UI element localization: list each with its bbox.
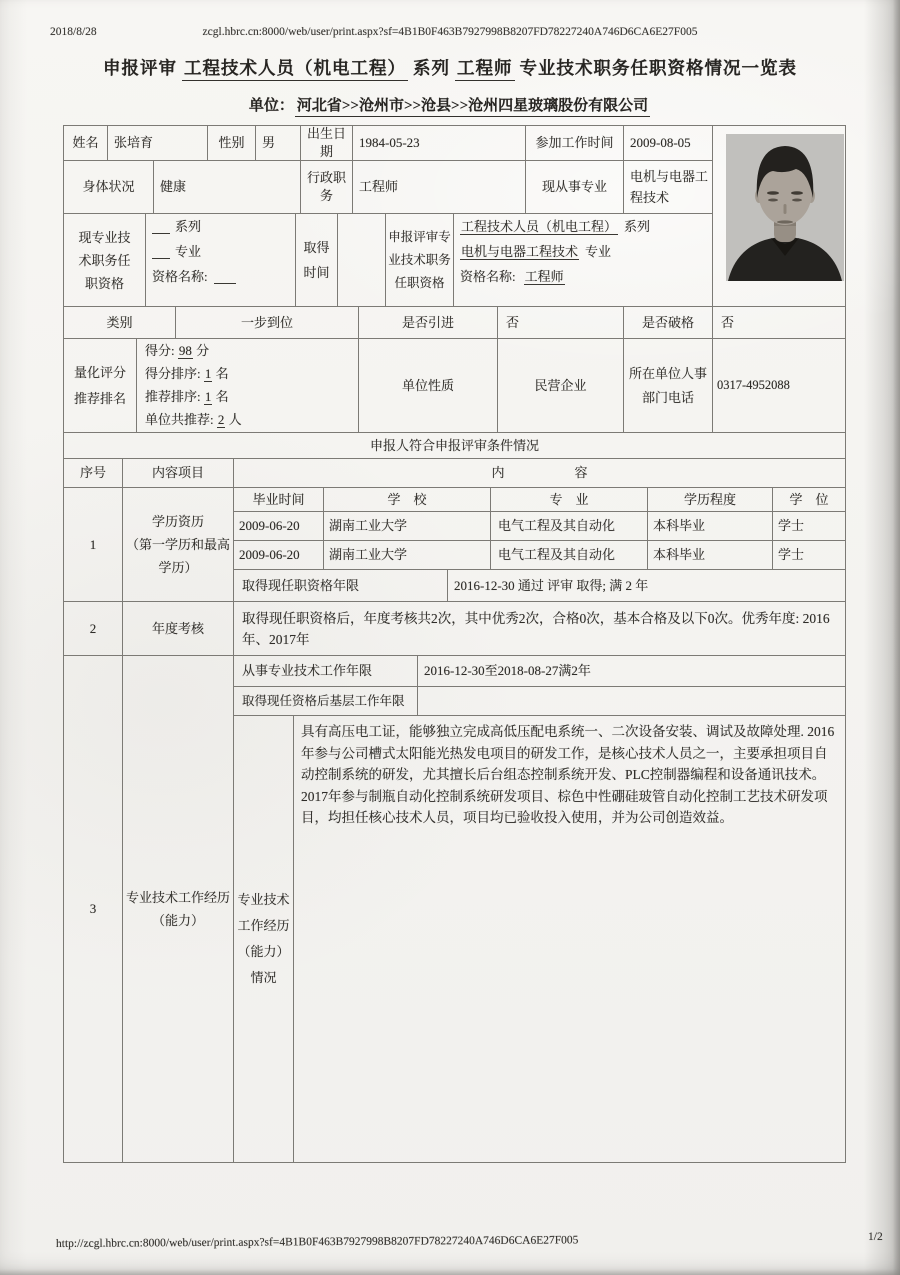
edu-grad-date: 2009-06-20 [239, 518, 300, 534]
gender-value: 男 [262, 135, 276, 151]
section2-no: 2 [89, 620, 97, 636]
score-suffix: 名 [215, 389, 229, 404]
score-label-line2: 推荐排名 [73, 390, 126, 406]
apply-qual-label-cell [386, 214, 454, 307]
section2-no-cell [64, 602, 123, 656]
edu-header-level-cell [648, 488, 773, 512]
gender-value-cell [256, 126, 301, 161]
score-prefix: 得分: [145, 343, 175, 358]
section3-item-line1: 专业技术工作经历 [125, 890, 230, 905]
edu-degree: 学士 [778, 547, 805, 563]
edu-major: 电气工程及其自动化 [498, 547, 616, 563]
current-qual-label-line3: 职资格 [84, 275, 124, 291]
edu-row-cell [324, 512, 491, 541]
profession-value-cell [624, 161, 713, 214]
category-value-cell [176, 307, 359, 339]
work-years-value-cell [418, 656, 846, 687]
photo-cell [713, 126, 846, 307]
current-qual-series-suffix: 系列 [175, 219, 202, 234]
title-series-underlined: 工程技术人员（机电工程） [182, 58, 408, 81]
apply-qual-content-cell [454, 214, 713, 307]
edu-level: 本科毕业 [653, 518, 706, 534]
work-experience-text: 具有高压电工证，能够独立完成高低压配电系统一、二次设备安装、调试及故障处理. 2016年参与公司槽式太阳能光热发电项目的研发工作，是核心技术人员之一，主要承担项目自动控制系统的研发，尤其擅长后台组态控制系统开发、PLC控制器编程和设备通讯技术。 2017年参与制瓶自动化控制系统研发项目、棕色中性硼硅玻管自动化控制工艺技术研发项目，均担任核心技术人员，项目均已验收投入使用，并为公司创造效益。 [301, 724, 835, 825]
section3-no: 3 [89, 901, 97, 917]
score-label-line1: 量化评分 [73, 364, 126, 380]
conditions-table [63, 432, 846, 1163]
edu-level: 本科毕业 [653, 547, 706, 563]
join-label-cell [526, 126, 624, 161]
qual-year-label-cell [234, 570, 448, 602]
edu-row-cell [773, 512, 846, 541]
apply-qual-label-line3: 任职资格 [394, 275, 445, 290]
hr-phone-label-line2: 部门电话 [641, 389, 694, 405]
apply-qual-series-suffix: 系列 [624, 219, 651, 234]
edu-row-cell [491, 541, 648, 570]
section1-no: 1 [89, 536, 97, 552]
title-series-suffix: 系列 [413, 58, 450, 78]
import-label-cell [359, 307, 498, 339]
birth-label: 出生日期 [306, 126, 346, 159]
hr-phone-label-line1: 所在单位人事 [628, 365, 707, 381]
admin-value-cell [353, 161, 526, 214]
section1-item-cell [123, 488, 234, 602]
work-years-label-cell [234, 656, 418, 687]
unit-nature-label-cell [359, 339, 498, 433]
qual-year-label: 取得现任职资格年限 [242, 577, 360, 593]
edu-header-school-cell [324, 488, 491, 512]
edu-row-cell [234, 512, 324, 541]
col-no-header: 序号 [79, 465, 106, 481]
import-value: 否 [506, 314, 520, 330]
score-label-cell [64, 339, 137, 433]
unit-line [0, 94, 900, 115]
edu-row-cell [648, 512, 773, 541]
name-value-cell [108, 126, 208, 161]
current-qual-label-line2: 术职务任 [78, 252, 131, 268]
unit-nature-value-cell [498, 339, 624, 433]
edu-header-major: 专 业 [549, 491, 589, 507]
footer-url: http://zcgl.hbrc.cn:8000/web/user/print.aspx?sf=4B1B0F463B7927998B8207FD78227240A746D6CA6E27F005 [55, 1234, 579, 1250]
birth-value: 1984-05-23 [359, 135, 420, 151]
score-line [145, 339, 209, 362]
acquire-time-line2: 时间 [303, 265, 330, 280]
current-qual-name-line [152, 264, 236, 289]
grassroots-label-cell [234, 687, 418, 716]
section3-no-cell [64, 656, 123, 1163]
detail-label-line3: （能力） [237, 944, 290, 959]
hr-phone-label-cell [624, 339, 713, 433]
admin-value: 工程师 [359, 179, 399, 195]
unit-nature-label: 单位性质 [401, 377, 454, 393]
birth-value-cell [353, 126, 526, 161]
current-qual-name-label: 资格名称: [152, 269, 208, 284]
title-prefix: 申报评审 [103, 58, 177, 78]
score-prefix: 单位共推荐: [145, 412, 214, 427]
score-line [145, 385, 229, 408]
section1-no-cell [64, 488, 123, 602]
col-content-header-char1: 内 [491, 465, 505, 481]
edu-header-major-cell [491, 488, 648, 512]
section1-item-line3: 学历） [158, 560, 198, 575]
score-value: 1 [204, 366, 212, 381]
qual-year-value: 2016-12-30 通过 评审 取得; 满 2 年 [454, 577, 649, 593]
col-content-header-char2: 容 [574, 465, 588, 481]
detail-label-line4: 情况 [250, 970, 277, 985]
score-content-cell [137, 339, 359, 433]
name-value: 张培育 [114, 135, 154, 151]
annual-review-text: 取得现任职资格后，年度考核共2次，其中优秀2次，合格0次，基本合格及以下0次。优秀年度: 2016年、2017年 [242, 611, 830, 647]
score-suffix: 名 [215, 366, 229, 381]
profession-label: 现从事专业 [541, 179, 607, 195]
unit-label: 单位： [248, 98, 294, 114]
category-label-cell [64, 307, 176, 339]
edu-major: 电气工程及其自动化 [498, 518, 616, 534]
edu-row-cell [491, 512, 648, 541]
apply-qual-label-line2: 业技术职务 [388, 252, 451, 267]
score-value: 98 [178, 343, 192, 358]
profession-value: 电机与电器工程技术 [630, 168, 709, 205]
apply-qual-series-line [460, 214, 650, 239]
edu-header-grad-date: 毕业时间 [252, 491, 305, 507]
join-value-cell [624, 126, 713, 161]
conditions-banner: 申报人符合申报评审条件情况 [369, 437, 539, 453]
exception-value-cell [713, 307, 846, 339]
join-value: 2009-08-05 [630, 135, 691, 151]
edu-row-cell [773, 541, 846, 570]
health-label-cell [64, 161, 154, 214]
category-label: 类别 [106, 314, 133, 330]
apply-qual-series: 工程技术人员（机电工程） [461, 219, 618, 234]
acquire-time-label-cell [296, 214, 338, 307]
join-label: 参加工作时间 [535, 135, 614, 151]
admin-label-cell [301, 161, 353, 214]
col-no-header-cell [64, 459, 123, 488]
col-content-header-cell [234, 459, 846, 488]
blank-underline [152, 245, 170, 259]
edu-header-level: 学历程度 [683, 491, 736, 507]
exception-label: 是否破格 [641, 314, 694, 330]
edu-header-school: 学 校 [387, 491, 427, 507]
hr-phone-value: 0317-4952088 [717, 378, 790, 393]
apply-qual-name: 工程师 [524, 269, 564, 284]
name-label: 姓名 [72, 135, 99, 151]
score-line [145, 408, 242, 431]
print-date: 2018/8/28 [50, 26, 97, 38]
section1-item-line2: （第一学历和最高 [125, 537, 230, 552]
grassroots-value-cell [418, 687, 846, 716]
edu-school: 湖南工业大学 [329, 518, 408, 534]
edu-header-grad-date-cell [234, 488, 324, 512]
print-header-url: zcgl.hbrc.cn:8000/web/user/print.aspx?sf=4B1B0F463B7927998B8207FD78227240A746D6CA6E27F005 [202, 26, 698, 38]
gender-label-cell [208, 126, 256, 161]
detail-label-line1: 专业技术 [237, 892, 290, 907]
work-years-label: 从事专业技术工作年限 [242, 663, 373, 679]
score-suffix: 分 [196, 343, 210, 358]
edu-row-cell [324, 541, 491, 570]
import-value-cell [498, 307, 624, 339]
blank-underline [214, 270, 236, 284]
admin-label: 行政职务 [306, 170, 346, 203]
unit-nature-value: 民营企业 [534, 377, 587, 393]
apply-qual-major: 电机与电器工程技术 [461, 244, 579, 259]
acquire-time-value-cell [338, 214, 386, 307]
scan-edge-shadow-right [893, 0, 900, 1275]
edu-row-cell [234, 541, 324, 570]
current-qual-content-cell [146, 214, 296, 307]
score-value: 2 [217, 412, 225, 427]
current-qual-label-line1: 现专业技 [78, 229, 131, 245]
col-item-header: 内容项目 [151, 465, 204, 481]
section2-item: 年度考核 [151, 620, 204, 636]
section2-text-cell [234, 602, 846, 656]
detail-text-cell [294, 716, 846, 1163]
work-years-value: 2016-12-30至2018-08-27满2年 [424, 663, 591, 679]
profession-label-cell [526, 161, 624, 214]
score-suffix: 人 [228, 412, 242, 427]
apply-qual-name-line [460, 264, 565, 289]
edu-degree: 学士 [778, 518, 805, 534]
category-value: 一步到位 [240, 314, 293, 330]
apply-qual-name-label: 资格名称: [460, 269, 516, 284]
edu-header-degree-cell [773, 488, 846, 512]
health-value: 健康 [160, 179, 187, 195]
qual-year-value-cell [448, 570, 846, 602]
title-rank-underlined: 工程师 [455, 58, 515, 81]
score-line [145, 362, 229, 385]
exception-label-cell [624, 307, 713, 339]
page-title [0, 55, 900, 80]
section3-item-line2: （能力） [151, 913, 204, 928]
detail-label-cell [234, 716, 294, 1163]
score-prefix: 推荐排序: [145, 389, 201, 404]
current-qual-series-line [152, 214, 201, 239]
conditions-banner-cell [64, 433, 846, 459]
name-label-cell [64, 126, 108, 161]
edu-row-cell [648, 541, 773, 570]
edu-header-degree: 学 位 [789, 491, 829, 507]
hr-phone-value-cell [713, 339, 846, 433]
scan-edge-shadow-bottom [0, 1269, 900, 1275]
detail-label-line2: 工作经历 [237, 918, 290, 933]
score-prefix: 得分排序: [145, 366, 201, 381]
birth-label-cell [301, 126, 353, 161]
section3-item-cell [123, 656, 234, 1163]
import-label: 是否引进 [401, 314, 454, 330]
edu-grad-date: 2009-06-20 [239, 547, 300, 563]
acquire-time-line1: 取得 [303, 240, 330, 255]
gender-label: 性别 [218, 135, 245, 151]
grassroots-label: 取得现任资格后基层工作年限 [242, 693, 405, 708]
portrait-photo [726, 134, 844, 281]
current-qual-major-line [152, 239, 201, 264]
score-value: 1 [204, 389, 212, 404]
current-qual-major-suffix: 专业 [175, 244, 202, 259]
page-number: 1/2 [868, 1231, 883, 1243]
current-qual-label-cell [64, 214, 146, 307]
section2-item-cell [123, 602, 234, 656]
apply-qual-major-line [460, 239, 611, 264]
exception-value: 否 [721, 314, 735, 330]
title-suffix: 专业技术职务任职资格情况一览表 [519, 58, 797, 78]
section1-item-line1: 学历资历 [151, 514, 204, 529]
health-label: 身体状况 [82, 179, 135, 195]
col-item-header-cell [123, 459, 234, 488]
apply-qual-label-line1: 申报评审专 [388, 229, 451, 244]
basic-info-table [63, 125, 846, 433]
blank-underline [152, 220, 170, 234]
unit-value-underlined: 河北省>>沧州市>>沧县>>沧州四星玻璃股份有限公司 [295, 98, 650, 117]
health-value-cell [154, 161, 301, 214]
edu-school: 湖南工业大学 [329, 547, 408, 563]
apply-qual-major-suffix: 专业 [585, 244, 612, 259]
